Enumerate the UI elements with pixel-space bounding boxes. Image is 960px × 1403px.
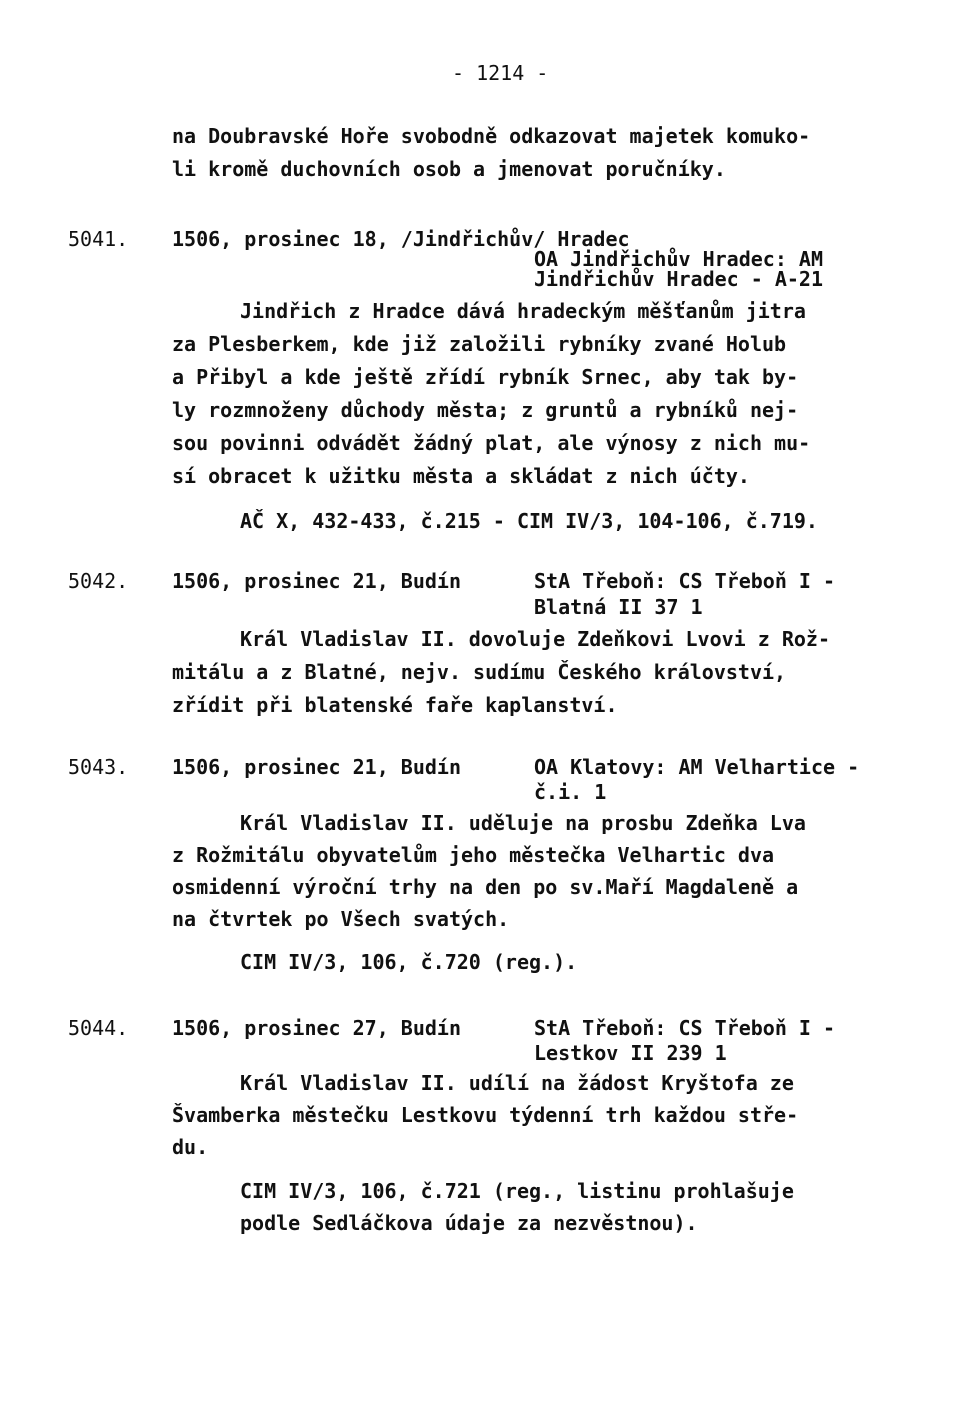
entry-body-line: sou povinni odvádět žádný plat, ale výnosy z nich mu- xyxy=(172,431,811,455)
entry-body-line: Král Vladislav II. udílí na žádost Kryštofa ze xyxy=(240,1071,794,1095)
entry-number: 5041. xyxy=(68,227,129,251)
entry-archive: StA Třeboň: CS Třeboň I - xyxy=(534,1016,836,1040)
entry-date-place: 1506, prosinec 21, Budín xyxy=(172,569,461,593)
entry-body-line: za Plesberkem, kde již založili rybníky zvané Holub xyxy=(172,332,787,356)
entry-body-line: sí obracet k užitku města a skládat z nich účty. xyxy=(172,464,750,488)
entry-body-line: Jindřich z Hradce dává hradeckým měšťanům jitra xyxy=(240,299,806,323)
entry-body-line: mitálu a z Blatné, nejv. sudímu Českého království, xyxy=(172,660,787,684)
entry-number: 5043. xyxy=(68,755,129,779)
entry-body-line: du. xyxy=(172,1135,209,1159)
entry-archive: OA Jindřichův Hradec: AM xyxy=(534,247,823,271)
entry-archive: OA Klatovy: AM Velhartice - xyxy=(534,755,860,779)
entry-body-line: Král Vladislav II. dovoluje Zdeňkovi Lvovi z Rož- xyxy=(240,627,831,651)
entry-archive: č.i. 1 xyxy=(534,780,607,804)
entry-citation: CIM IV/3, 106, č.720 (reg.). xyxy=(240,950,578,974)
entry-body-line: a Přibyl a kde ještě zřídí rybník Srnec, aby tak by- xyxy=(172,365,799,389)
intro-line: na Doubravské Hoře svobodně odkazovat majetek komuko- xyxy=(172,124,811,148)
entry-archive: Lestkov II 239 1 xyxy=(534,1041,727,1065)
entry-archive: Jindřichův Hradec - A-21 xyxy=(534,267,823,291)
entry-body-line: ly rozmnoženy důchody města; z gruntů a rybníků nej- xyxy=(172,398,799,422)
entry-date-place: 1506, prosinec 27, Budín xyxy=(172,1016,461,1040)
entry-date-place: 1506, prosinec 18, /Jindřichův/ Hradec xyxy=(172,227,630,251)
entry-archive: StA Třeboň: CS Třeboň I - xyxy=(534,569,836,593)
intro-line: li kromě duchovních osob a jmenovat poručníky. xyxy=(172,157,726,181)
entry-body-line: Král Vladislav II. uděluje na prosbu Zdeňka Lva xyxy=(240,811,806,835)
entry-body-line: na čtvrtek po Všech svatých. xyxy=(172,907,510,931)
entry-date-place: 1506, prosinec 21, Budín xyxy=(172,755,461,779)
entry-citation: AČ X, 432-433, č.215 - CIM IV/3, 104-106, č.719. xyxy=(240,509,818,533)
entry-citation: podle Sedláčkova údaje za nezvěstnou). xyxy=(240,1211,698,1235)
entry-citation: CIM IV/3, 106, č.721 (reg., listinu prohlašuje xyxy=(240,1179,794,1203)
page-number: - 1214 - xyxy=(452,61,549,85)
entry-number: 5042. xyxy=(68,569,129,593)
entry-body-line: zřídit při blatenské faře kaplanství. xyxy=(172,693,618,717)
entry-body-line: z Rožmitálu obyvatelům jeho městečka Velhartic dva xyxy=(172,843,775,867)
entry-number: 5044. xyxy=(68,1016,129,1040)
entry-body-line: osmidenní výroční trhy na den po sv.Maří Magdaleně a xyxy=(172,875,799,899)
entry-archive: Blatná II 37 1 xyxy=(534,595,703,619)
entry-body-line: Švamberka městečku Lestkovu týdenní trh každou stře- xyxy=(172,1103,799,1127)
